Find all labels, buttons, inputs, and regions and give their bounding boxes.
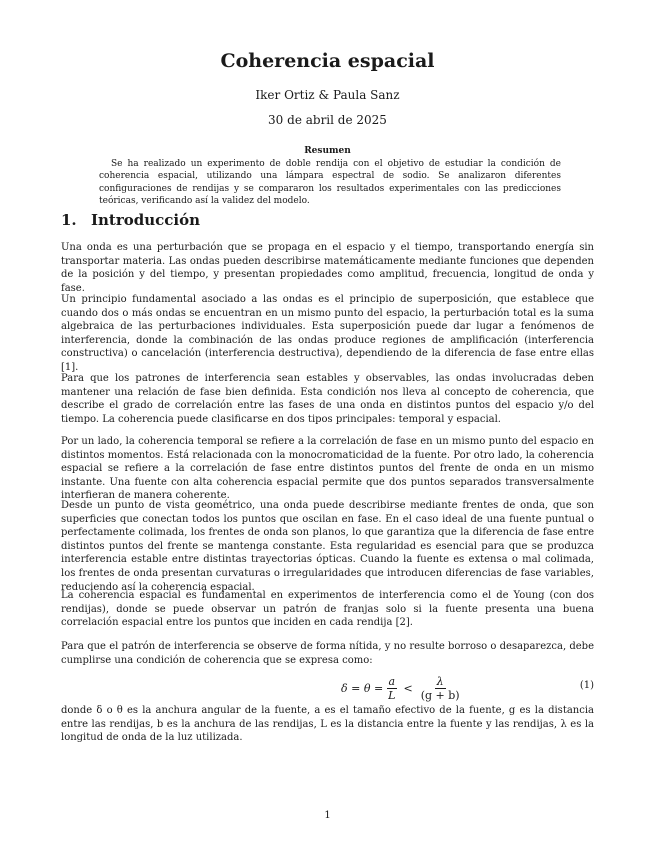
paper-authors: Iker Ortiz & Paula Sanz — [255, 88, 400, 102]
paragraph-2: Un principio fundamental asociado a las ondas es el principio de superposición, que establece que cuando dos o más ondas se encuentran en un mismo punto del espacio, la perturbación total es la suma algebraica de las perturbaciones individuales. Esta superposición puede dar lugar a fenómenos de interferencia, donde la combinación de las ondas produce regiones de amplificación (interferencia constructiva) o cancelación (interferencia destructiva), dependiendo de la diferencia de fase entre ellas [1]. — [61, 294, 594, 373]
fraction-2-numerator: λ — [436, 674, 444, 688]
fraction-1-denominator: L — [388, 688, 396, 702]
equation-fraction-2 — [419, 675, 462, 702]
section-number: 1. — [61, 211, 77, 229]
section-heading — [61, 211, 200, 229]
abstract-heading: Resumen — [304, 146, 351, 156]
equation-lhs: δ = θ = — [341, 681, 384, 695]
page-number: 1 — [324, 810, 331, 821]
paragraph-after-equation: donde δ o θ es la anchura angular de la fuente, a es el tamaño efectivo de la fuente, g es la distancia entre las rendijas, b es la anchura de las rendijas, L es la distancia entre la fuente y las rendijas, λ es la longitud de onda de la luz utilizada. — [61, 705, 594, 744]
equation-number: (1) — [579, 680, 594, 691]
paragraph-3: Para que los patrones de interferencia sean estables y observables, las ondas involucradas deben mantener una relación de fase bien definida. Esta condición nos lleva al concepto de coherencia, que describe el grado de correlación entre las fases de una onda en distintos puntos del espacio y/o del tiempo. La coherencia puede clasificarse en dos tipos principales: temporal y espacial. — [61, 373, 594, 425]
abstract-text: Se ha realizado un experimento de doble rendija con el objetivo de estudiar la condición de coherencia espacial, utilizando una lámpara espectral de sodio. Se analizaron diferentes configuraciones de rendijas y se compararon los resultados experimentales con las predicciones teóricas, verificando así la validez del modelo. — [99, 159, 561, 206]
fraction-2-denominator: (g + b) — [420, 688, 460, 702]
section-title: Introducción — [91, 211, 201, 229]
equation-fraction-1 — [386, 675, 397, 702]
paper-title: Coherencia espacial — [220, 50, 435, 72]
paper-date: 30 de abril de 2025 — [268, 113, 387, 127]
paragraph-6: La coherencia espacial es fundamental en experimentos de interferencia como el de Young (con dos rendijas), donde se puede observar un patrón de franjas solo si la fuente presenta una buena correlación espacial entre los puntos que inciden en cada rendija [2]. — [61, 590, 594, 629]
paragraph-5: Desde un punto de vista geométrico, una onda puede describirse mediante frentes de onda, que son superficies que conectan todos los puntos que oscilan en fase. En el caso ideal de una fuente puntual o perfectamente colimada, los frentes de onda son planos, lo que garantiza que la diferencia de fase entre distintos puntos del frente se mantenga constante. Esta regularidad es esencial para que se produzca interferencia estable entre distintas trayectorias ópticas. Cuando la fuente es extensa o mal colimada, los frentes de onda presentan curvaturas o irregularidades que introducen diferencias de fase variables, reduciendo así la coherencia espacial. — [61, 500, 594, 593]
fraction-1-numerator: a — [388, 674, 396, 688]
equation-relation: < — [403, 681, 413, 695]
paragraph-1: Una onda es una perturbación que se propaga en el espacio y el tiempo, transportando energía sin transportar materia. Las ondas pueden describirse matemáticamente mediante funciones que dependen de la posición y del tiempo, y presentan propiedades como amplitud, frecuencia, longitud de onda y fase. — [61, 242, 594, 294]
equation — [341, 670, 465, 706]
paragraph-7: Para que el patrón de interferencia se observe de forma nítida, y no resulte borroso o desaparezca, debe cumplirse una condición de coherencia que se expresa como: — [61, 641, 594, 666]
equation-block — [61, 670, 594, 706]
paragraph-4: Por un lado, la coherencia temporal se refiere a la correlación de fase en un mismo punto del espacio en distintos momentos. Está relacionada con la monocromaticidad de la fuente. Por otro lado, la coherencia espacial se refiere a la correlación de fase entre distintos puntos del frente de onda en un mismo instante. Una fuente con alta coherencia espacial permite que dos puntos separados transversalmente interfieran de manera coherente. — [61, 436, 594, 502]
